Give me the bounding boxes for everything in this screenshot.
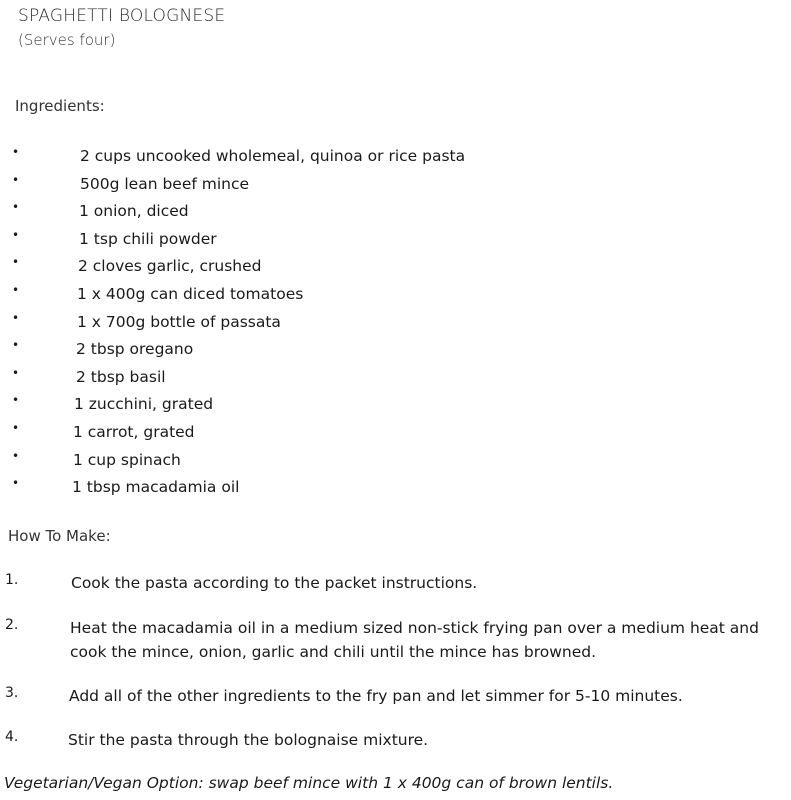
step-item (0, 613, 791, 681)
step-item (0, 725, 791, 765)
vegetarian-note: Vegetarian/Vegan Option: swap beef mince with 1 x 400g can of brown lentils. (4, 774, 614, 792)
ingredient-text: 2 cups uncooked wholemeal, quinoa or rice pasta (80, 147, 466, 165)
step-item (0, 681, 791, 725)
step-number: 4. (5, 729, 19, 745)
bullet-icon: • (12, 448, 20, 463)
ingredient-text: 1 cup spinach (73, 450, 181, 469)
ingredient-text: 1 carrot, grated (73, 422, 195, 441)
bullet-icon: • (12, 282, 20, 297)
ingredient-text: 2 tbsp basil (76, 367, 166, 386)
step-text: Cook the pasta according to the packet instructions. (71, 574, 478, 592)
step-text: Heat the macadamia oil in a medium sized non-stick frying pan over a medium heat and cook the mince, onion, garlic and chili until the mince has browned. (70, 619, 759, 661)
bullet-icon: • (12, 227, 20, 242)
method-heading: How To Make: (8, 527, 111, 545)
ingredient-text: 1 x 400g can diced tomatoes (77, 284, 304, 303)
bullet-icon: • (12, 393, 20, 408)
bullet-icon: • (12, 172, 20, 187)
bullet-icon: • (12, 476, 20, 491)
recipe-serves: (Serves four) (18, 31, 116, 49)
step-item (0, 568, 791, 613)
ingredient-text: 500g lean beef mince (80, 174, 250, 193)
step-number: 2. (5, 617, 19, 633)
step-text: Add all of the other ingredients to the fry pan and let simmer for 5-10 minutes. (69, 687, 683, 705)
step-number: 1. (5, 572, 19, 588)
ingredient-text: 1 onion, diced (79, 202, 189, 221)
step-text: Stir the pasta through the bolognaise mixture. (68, 731, 429, 749)
bullet-icon: • (12, 310, 20, 325)
bullet-icon: • (12, 255, 20, 270)
ingredient-text: 1 zucchini, grated (74, 395, 214, 414)
bullet-icon: • (12, 338, 20, 353)
recipe-title: SPAGHETTI BOLOGNESE (18, 6, 226, 26)
ingredients-heading: Ingredients: (15, 97, 105, 115)
ingredient-text: 1 tbsp macadamia oil (72, 478, 240, 497)
bullet-icon: • (12, 420, 20, 435)
ingredient-text: 1 x 700g bottle of passata (77, 312, 281, 331)
ingredient-text: 2 cloves garlic, crushed (78, 257, 262, 276)
bullet-icon: • (12, 145, 20, 159)
ingredient-text: 1 tsp chili powder (79, 229, 217, 248)
ingredient-text: 2 tbsp oregano (76, 340, 194, 359)
step-list (0, 568, 791, 765)
bullet-icon: • (12, 200, 20, 215)
step-number: 3. (5, 685, 19, 701)
bullet-icon: • (12, 365, 20, 380)
